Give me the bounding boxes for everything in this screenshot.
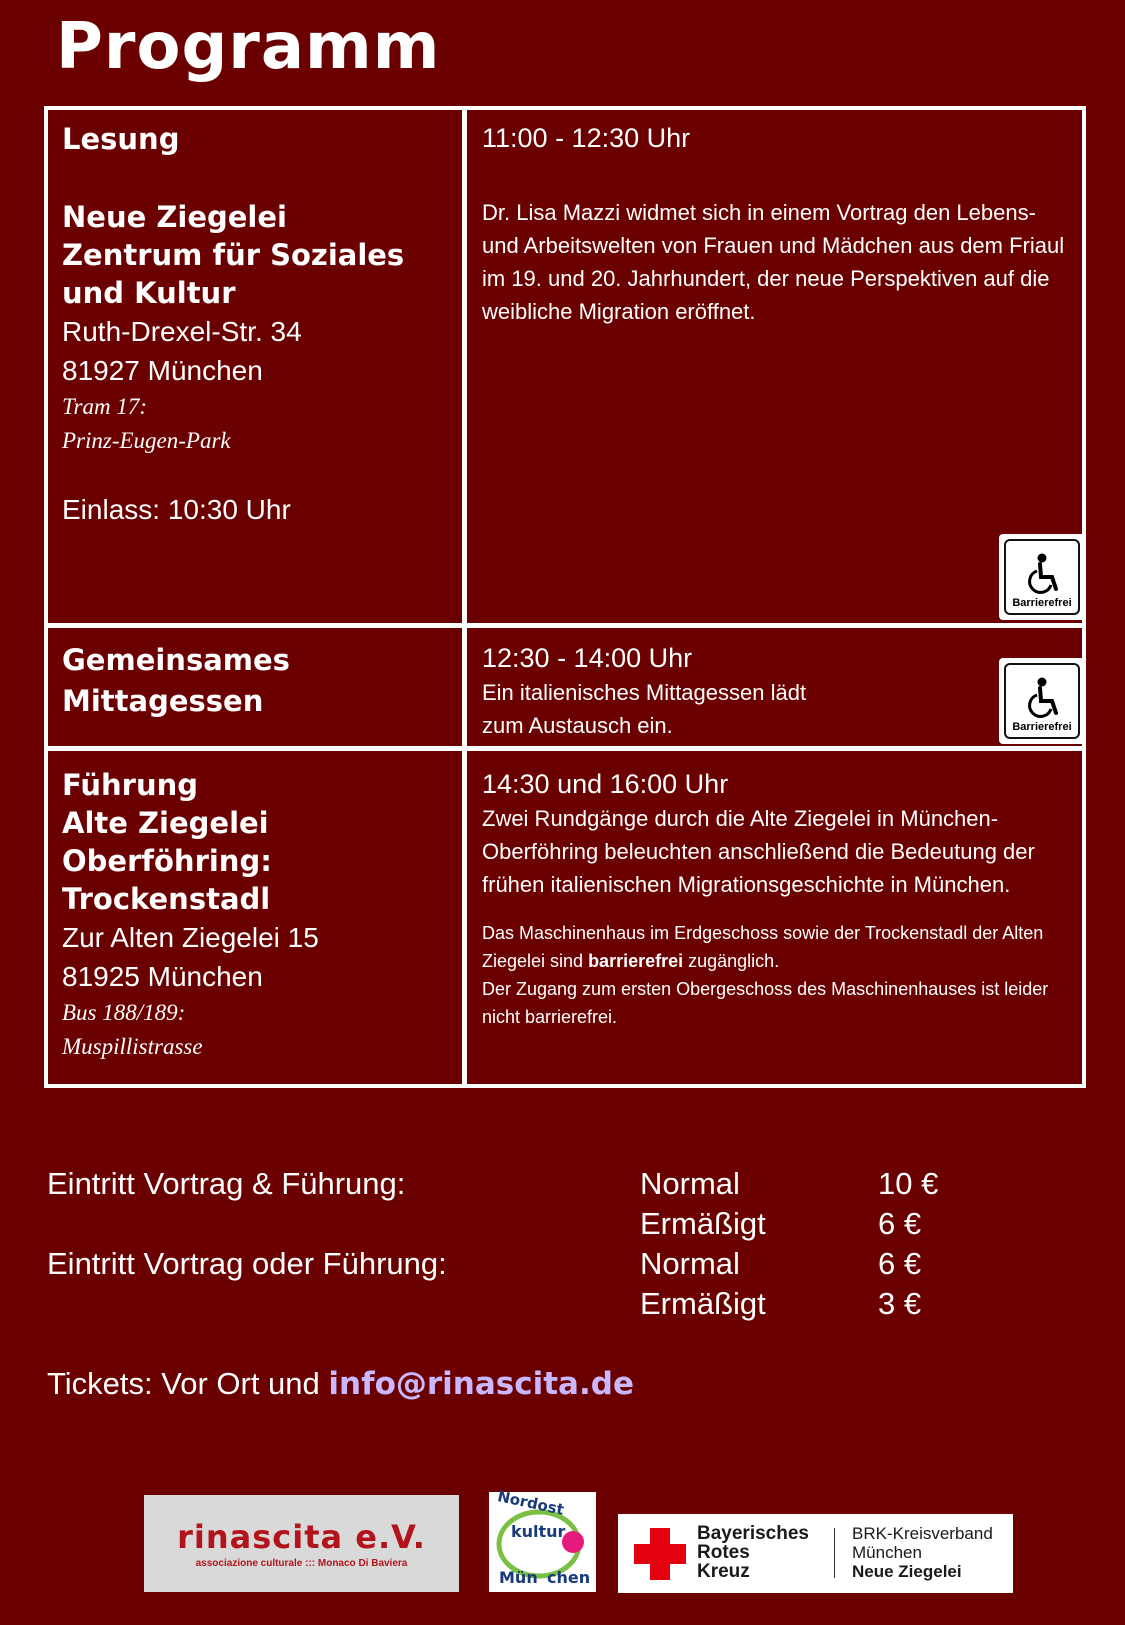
mittagessen-description: zum Austausch ein. (482, 713, 673, 738)
lesung-details (482, 120, 1067, 328)
venue-line: Neue Ziegelei (62, 200, 287, 234)
accessibility-bold: barrierefrei (588, 951, 684, 971)
fuehrung-heading: Alte Ziegelei (62, 806, 269, 840)
brk-line: Kreuz (697, 1561, 750, 1582)
fuehrung-heading: Oberföhring: (62, 844, 272, 878)
transit-line: Tram 17: (62, 394, 147, 419)
fuehrung-time: 14:30 und 16:00 Uhr (482, 769, 729, 799)
price-value: 10 € (878, 1166, 939, 1201)
address-line: 81925 München (62, 961, 263, 992)
price-type: Normal (640, 1166, 740, 1201)
price-value: 6 € (878, 1246, 922, 1281)
brk-line: BRK-Kreisverband (852, 1524, 993, 1543)
nordost-kultur-logo (489, 1487, 596, 1592)
fuehrung-info (62, 766, 452, 1064)
venue-line: und Kultur (62, 276, 236, 310)
muen-text: Mün (499, 1568, 538, 1587)
brk-name (697, 1524, 809, 1581)
kultur-text: kultur (511, 1522, 566, 1541)
mittagessen-info (62, 640, 452, 722)
price-type: Ermäßigt (640, 1206, 766, 1241)
price-type: Ermäßigt (640, 1286, 766, 1321)
accessibility-text: zugänglich. (683, 951, 780, 971)
badge-label: Barrierefrei (1012, 721, 1072, 733)
lesung-description: Dr. Lisa Mazzi widmet sich in einem Vortrag den Lebens- und Arbeitswelten von Frauen und Mädchen aus dem Friaul im 19. und 20. Jahrhundert, der neue Perspektiven auf die weibliche Migration eröffnet. (482, 200, 1065, 324)
fuehrung-heading: Trockenstadl (62, 882, 271, 916)
tickets-label: Tickets: Vor Ort und (47, 1366, 329, 1401)
price-label-1: Eintritt Vortrag & Führung: (47, 1166, 406, 1201)
lesung-heading: Lesung (62, 122, 180, 156)
fuehrung-heading: Führung (62, 768, 199, 802)
rinascita-name: rinascita e.V. (177, 1518, 426, 1556)
fuehrung-description: Zwei Rundgänge durch die Alte Ziegelei in München-Oberföhring beleuchten anschließend die Bedeutung der frühen italienischen Migrationsgeschichte in München. (482, 806, 1035, 897)
rinascita-logo (144, 1495, 459, 1592)
brk-line: Bayerisches (697, 1523, 809, 1544)
page-title: Programm (56, 10, 441, 84)
mittagessen-description: Ein italienisches Mittagessen lädt (482, 680, 807, 705)
accessibility-note (482, 919, 1067, 975)
transit-line: Muspillistrasse (62, 1034, 203, 1059)
brk-branch (852, 1524, 993, 1581)
mittagessen-time: 12:30 - 14:00 Uhr (482, 643, 693, 673)
mittagessen-heading: Gemeinsames (62, 643, 290, 677)
program-table (44, 106, 1086, 1088)
badge-label: Barrierefrei (1012, 597, 1072, 609)
price-value: 3 € (878, 1286, 922, 1321)
admission-time: Einlass: 10:30 Uhr (62, 494, 291, 525)
lesung-info (62, 120, 452, 529)
venue-line: Zentrum für Soziales (62, 238, 405, 272)
column-divider (462, 110, 467, 1084)
brk-line: Rotes (697, 1542, 750, 1563)
wheelchair-icon (1020, 675, 1064, 719)
address-line: 81927 München (62, 355, 263, 386)
row-divider (48, 623, 1082, 628)
red-cross-icon (630, 1524, 690, 1584)
rinascita-subtitle: associazione culturale ::: Monaco Di Baviera (195, 1558, 408, 1569)
mittagessen-heading: Mittagessen (62, 684, 264, 718)
price-label-2: Eintritt Vortrag oder Führung: (47, 1246, 447, 1281)
tickets-line (47, 1364, 634, 1404)
brk-divider (834, 1528, 835, 1578)
brk-line: Neue Ziegelei (852, 1562, 962, 1581)
address-line: Zur Alten Ziegelei 15 (62, 922, 319, 953)
price-type: Normal (640, 1246, 740, 1281)
barrierefrei-badge (999, 658, 1085, 744)
brk-line: München (852, 1543, 922, 1562)
email-link[interactable]: info@rinascita.de (328, 1366, 634, 1402)
accessibility-restriction: Der Zugang zum ersten Obergeschoss des Maschinenhauses ist leider nicht barrierefrei. (482, 979, 1049, 1027)
transit-line: Prinz-Eugen-Park (62, 428, 231, 453)
nordost-text: Nordost (495, 1487, 566, 1519)
brk-logo (618, 1514, 1013, 1593)
transit-line: Bus 188/189: (62, 1000, 186, 1025)
row-divider (48, 746, 1082, 751)
address-line: Ruth-Drexel-Str. 34 (62, 316, 302, 347)
wheelchair-icon (1020, 551, 1064, 595)
barrierefrei-badge (999, 534, 1085, 620)
chen-text: chen (547, 1568, 591, 1587)
price-value: 6 € (878, 1206, 922, 1241)
fuehrung-details (482, 766, 1067, 1031)
accessibility-text: Das Maschinenhaus im Erdgeschoss sowie der Trockenstadl der Alten Ziegelei sind (482, 923, 1044, 971)
lesung-time: 11:00 - 12:30 Uhr (482, 123, 691, 153)
mittagessen-details (482, 640, 1002, 742)
